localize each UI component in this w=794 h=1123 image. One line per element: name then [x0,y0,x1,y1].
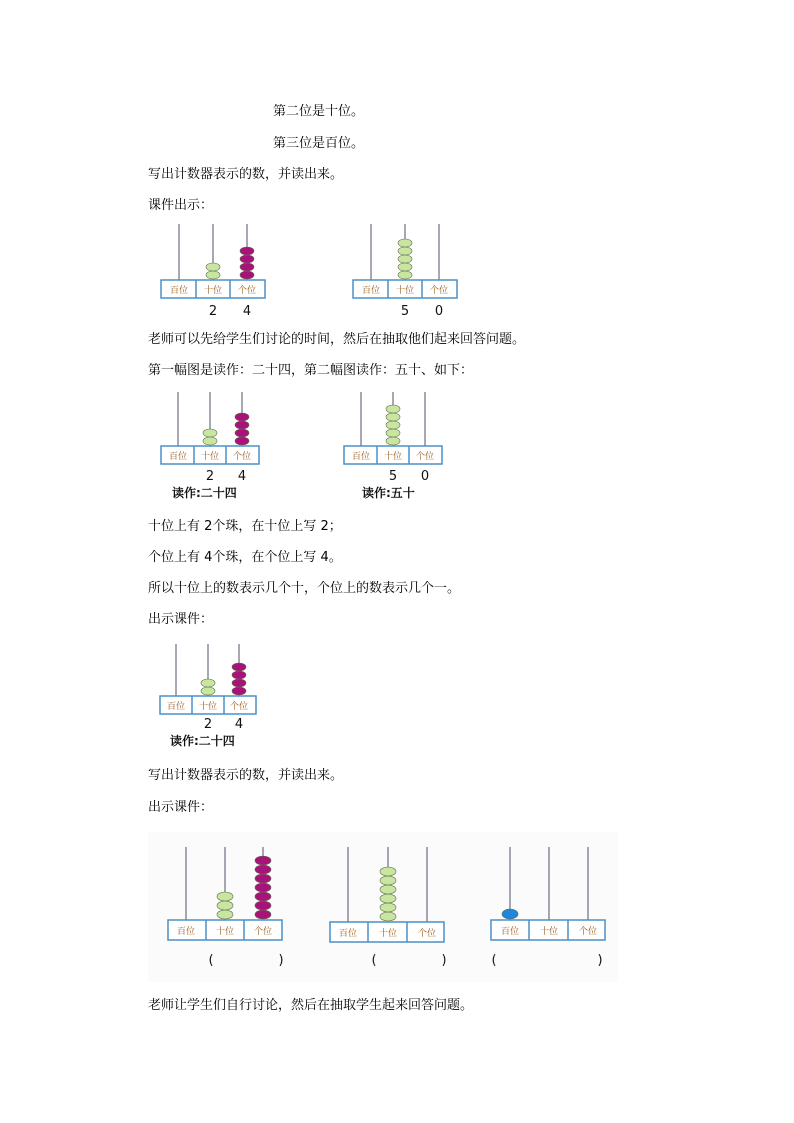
answer-paren-open: ( [208,953,214,968]
abacus-bead [217,892,233,901]
label-tens: 十位 [215,927,235,937]
abacus-counter-50 [344,392,442,500]
abacus-bead [380,894,396,903]
label-hundreds: 百位 [338,929,358,939]
text-line-3: 写出计数器表示的数，并读出来。 [148,167,344,182]
abacus-bead [398,239,412,247]
text-line-2: 第三位是百位。 [273,136,365,151]
label-hundreds: 百位 [500,927,520,937]
reading-text: 读作:五十 [362,486,415,500]
text-line-11: 写出计数器表示的数，并读出来。 [148,768,344,783]
label-tens: 十位 [198,702,218,712]
abacus-bead [386,405,400,413]
answer-paren-open: ( [491,953,497,968]
digit-ones: 4 [237,469,247,484]
abacus-bead [232,663,246,671]
abacus-bead [255,901,271,910]
label-tens: 十位 [200,452,220,462]
abacus-counter-24 [161,224,265,319]
text-line-5: 老师可以先给学生们讨论的时间，然后在抽取他们起来回答问题。 [148,332,526,347]
abacus-bead [255,865,271,874]
abacus-bead [380,912,396,921]
label-tens: 十位 [378,929,398,939]
digit-ones: 4 [242,304,252,319]
answer-paren-close: ) [278,953,284,968]
answer-paren-close: ) [597,953,603,968]
abacus-bead [380,867,396,876]
abacus-bead [235,421,249,429]
abacus-bead [398,247,412,255]
text-line-10: 出示课件： [148,612,214,627]
abacus-bead [201,687,215,695]
label-tens: 十位 [395,286,415,296]
abacus-bead [255,892,271,901]
digit-tens: 2 [205,469,215,484]
abacus-bead [232,671,246,679]
abacus-bead [203,429,217,437]
label-hundreds: 百位 [361,286,381,296]
abacus-figure-4 [148,832,618,982]
label-ones: 个位 [417,929,437,939]
abacus-bead [380,876,396,885]
abacus-bead [203,437,217,445]
abacus-bead [255,856,271,865]
abacus-bead [206,271,220,279]
abacus-bead [386,437,400,445]
digit-ones: 0 [434,304,444,319]
label-hundreds: 百位 [176,927,196,937]
text-line-7: 十位上有 2个珠，在十位上写 2； [148,519,342,534]
label-ones: 个位 [415,452,435,462]
abacus-bead [240,255,254,263]
abacus-bead [380,885,396,894]
text-line-4: 课件出示： [148,198,214,213]
abacus-bead [255,910,271,919]
label-ones: 个位 [578,927,598,937]
label-hundreds: 百位 [351,452,371,462]
abacus-bead [240,263,254,271]
abacus-bead [398,263,412,271]
label-hundreds: 百位 [169,286,189,296]
abacus-figure-3 [148,642,266,754]
label-tens: 十位 [383,452,403,462]
abacus-bead [232,687,246,695]
text-line-1: 第二位是十位。 [273,104,365,119]
label-hundreds: 百位 [168,452,188,462]
abacus-bead [398,255,412,263]
label-ones: 个位 [253,927,273,937]
label-ones: 个位 [237,286,257,296]
abacus-figure-2 [148,390,462,506]
digit-tens: 5 [400,304,410,319]
digit-tens: 2 [208,304,218,319]
reading-text: 读作:二十四 [170,734,235,748]
abacus-bead [380,903,396,912]
label-tens: 十位 [203,286,223,296]
digit-ones: 4 [234,717,244,732]
abacus-bead [502,909,518,919]
abacus-counter-24 [161,392,259,500]
abacus-bead [240,271,254,279]
text-line-9: 所以十位上的数表示几个十，个位上的数表示几个一。 [148,581,461,596]
text-line-6: 第一幅图是读作：二十四，第二幅图读作：五十、如下： [148,363,474,378]
abacus-bead [235,413,249,421]
reading-text: 读作:二十四 [172,486,237,500]
answer-paren-close: ) [441,953,447,968]
abacus-bead [217,901,233,910]
label-ones: 个位 [229,702,249,712]
abacus-bead [255,874,271,883]
abacus-bead [217,910,233,919]
label-ones: 个位 [429,286,449,296]
abacus-bead [398,271,412,279]
digit-tens: 5 [388,469,398,484]
abacus-bead [235,429,249,437]
abacus-figure-1 [148,222,475,322]
abacus-bead [255,883,271,892]
abacus-bead [201,679,215,687]
text-line-8: 个位上有 4个珠，在个位上写 4。 [148,550,342,565]
digit-tens: 2 [203,717,213,732]
abacus-bead [386,429,400,437]
abacus-counter-50 [353,224,457,319]
abacus-bead [386,413,400,421]
abacus-counter-24 [160,644,256,748]
abacus-bead [232,679,246,687]
text-line-13: 老师让学生们自行讨论，然后在抽取学生起来回答问题。 [148,998,474,1013]
label-ones: 个位 [232,452,252,462]
label-tens: 十位 [539,927,559,937]
abacus-bead [240,247,254,255]
abacus-bead [235,437,249,445]
digit-ones: 0 [420,469,430,484]
answer-paren-open: ( [371,953,377,968]
text-line-12: 出示课件： [148,800,214,815]
abacus-bead [386,421,400,429]
abacus-bead [206,263,220,271]
label-hundreds: 百位 [166,702,186,712]
